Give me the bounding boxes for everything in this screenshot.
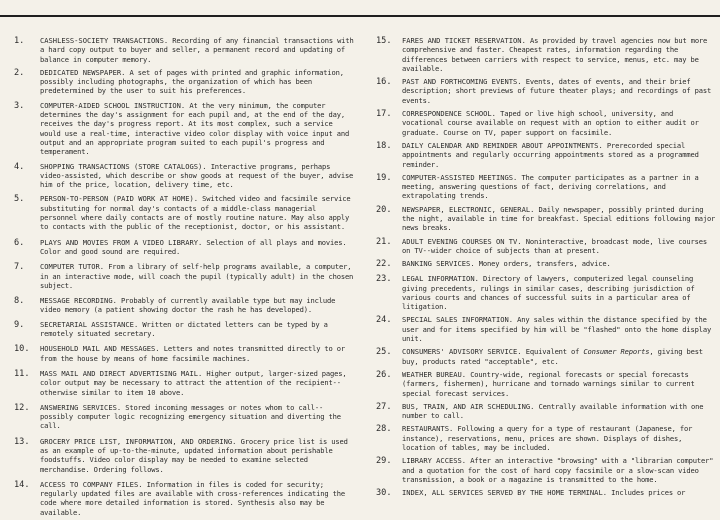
item-title: PLAYS AND MOVIES FROM A VIDEO LIBRARY. bbox=[40, 237, 203, 247]
list-item bbox=[14, 369, 354, 397]
list-item bbox=[376, 488, 716, 499]
list-item bbox=[376, 237, 716, 256]
item-description: Probably of currently available type but may include video memory (a patient showing doctor the rash he has developed). bbox=[40, 296, 336, 315]
item-number: 20. bbox=[376, 204, 392, 215]
list-item bbox=[376, 77, 716, 105]
item-title: MESSAGE RECORDING. bbox=[40, 296, 117, 306]
list-item bbox=[376, 109, 716, 137]
item-title: DEDICATED NEWSPAPER. bbox=[40, 67, 126, 77]
item-description: Information in files is coded for security; regularly updated files are available with cross-references indicating the code where more detailed information is stored. Synthesis also may be available. bbox=[40, 479, 345, 517]
item-number: 5. bbox=[14, 194, 25, 205]
item-number: 6. bbox=[14, 237, 25, 248]
list-item bbox=[14, 403, 354, 431]
item-number: 1. bbox=[14, 36, 25, 46]
list-item bbox=[376, 173, 716, 201]
right-column bbox=[376, 36, 716, 499]
item-description: From a library of self-help programs available, a computer, in an interactive mode, will coach the pupil (typically adult) in the chosen subject. bbox=[40, 262, 354, 290]
item-title: WEATHER BUREAU. bbox=[402, 369, 467, 379]
item-title: ANSWERING SERVICES. bbox=[40, 402, 122, 412]
list-item bbox=[14, 101, 354, 157]
item-description: Country-wide, regional forecasts or special forecasts (farmers, fishermen), hurricane and tornado warnings similar to current special forecast services. bbox=[402, 369, 695, 398]
item-description: Switched video and facsimile service substituting for normal day's contacts of a middle-class managerial personnel where daily contacts are of mostly routine nature. May also apply to contacts with the public of the receptionist, doctor, or his assistant. bbox=[40, 194, 351, 232]
item-title: SECRETARIAL ASSISTANCE. bbox=[40, 319, 139, 329]
item-number: 4. bbox=[14, 161, 25, 172]
item-number: 21. bbox=[376, 236, 392, 247]
item-description: Higher output, larger-sized pages, color output may be necessary to attract the attention of the recipient--otherwise similar to item 10 above. bbox=[40, 368, 347, 397]
item-number: 26. bbox=[376, 369, 392, 380]
item-title: INDEX, ALL SERVICES SERVED BY THE HOME TERMINAL. bbox=[402, 488, 607, 498]
item-number: 19. bbox=[376, 172, 392, 183]
left-column bbox=[14, 36, 354, 517]
item-title: LIBRARY ACCESS. bbox=[402, 456, 467, 466]
item-title: CORRESPONDENCE SCHOOL. bbox=[402, 109, 496, 119]
item-description: Noninteractive, broadcast mode, live courses on TV--wider choice of subjects than at present. bbox=[402, 236, 708, 255]
item-title: COMPUTER TUTOR. bbox=[40, 262, 105, 272]
item-title: ADULT EVENING COURSES ON TV. bbox=[402, 236, 522, 246]
list-item bbox=[14, 320, 354, 339]
list-item bbox=[14, 262, 354, 290]
item-number: 13. bbox=[14, 436, 30, 447]
item-number: 23. bbox=[376, 274, 392, 285]
item-description: Daily newspaper, possibly printed during the night, available in time for breakfast. Special editions following major news breaks. bbox=[402, 204, 716, 233]
item-number: 9. bbox=[14, 319, 25, 330]
list-item bbox=[14, 194, 354, 231]
item-title: ACCESS TO COMPANY FILES. bbox=[40, 479, 143, 489]
item-number: 28. bbox=[376, 424, 392, 435]
item-title: BANKING SERVICES. bbox=[402, 259, 475, 269]
publication-title: Consumer Reports bbox=[583, 347, 650, 357]
list-item bbox=[14, 36, 354, 64]
list-item bbox=[376, 424, 716, 452]
item-title: FARES AND TICKET RESERVATION. bbox=[402, 36, 526, 45]
list-item bbox=[376, 315, 716, 343]
item-description: Events, dates of events, and their brief description; short previews of future theater plays; and recordings of past events. bbox=[402, 77, 712, 105]
item-number: 22. bbox=[376, 259, 392, 270]
item-number: 7. bbox=[14, 262, 25, 273]
item-description: Taped or live high school, university, and vocational course available on request with an option to either audit or graduate. Course on TV, paper support on facsimile. bbox=[402, 109, 699, 137]
item-title: MASS MAIL AND DIRECT ADVERTISING MAIL. bbox=[40, 368, 203, 378]
item-number: 25. bbox=[376, 347, 392, 358]
list-item bbox=[14, 437, 354, 474]
item-description: Stored incoming messages or notes whom to call--possibly computer logic recognizing emergency situation and diverting the call. bbox=[40, 402, 341, 431]
item-description: As provided by travel agencies now but more comprehensive and faster. Cheapest rates, information regarding the differences between carriers with respect to service, menus, etc. may be available. bbox=[402, 36, 708, 73]
item-title: SHOPPING TRANSACTIONS (STORE CATALOGS). bbox=[40, 161, 207, 171]
list-item bbox=[376, 141, 716, 169]
item-description: Includes prices or bbox=[611, 488, 686, 498]
item-title: PAST AND FORTHCOMING EVENTS. bbox=[402, 77, 522, 87]
item-number: 24. bbox=[376, 315, 392, 326]
list-item bbox=[14, 68, 354, 96]
item-title: HOUSEHOLD MAIL AND MESSAGES. bbox=[40, 344, 160, 354]
item-title: GROCERY PRICE LIST, INFORMATION, AND ORDERING. bbox=[40, 436, 237, 446]
item-description: After an interactive "browsing" with a "librarian computer" and a quotation for the cost of hard copy facsimile or a slow-scan video transmission, a book or a magazine is transmitted to the home. bbox=[402, 456, 714, 484]
item-description: At the very minimum, the computer determines the day's assignment for each pupil and, at the end of the day, receives the day's progress report. At its most complex, such a service would use a real-time, interactive video color display with voice input and output and an appropriate program suited to each pupil's progress and temperament. bbox=[40, 100, 350, 157]
item-title: CASHLESS-SOCIETY TRANSACTIONS. bbox=[40, 36, 169, 45]
item-description: Recording of any financial transactions with a hard copy output to buyer and seller, a permanent record and updating of balance in computer memory. bbox=[40, 36, 354, 64]
item-description: Written or dictated letters can be typed by a remotely situated secretary. bbox=[40, 319, 328, 339]
item-description: Directory of lawyers, computerized legal counseling giving precedents, rulings in similar cases, describing jurisdiction of various courts and chances of successful suits in a particular area of litigation. bbox=[402, 274, 695, 312]
item-title: SPECIAL SALES INFORMATION. bbox=[402, 315, 514, 325]
list-item bbox=[14, 344, 354, 363]
item-title: CONSUMERS' ADVISORY SERVICE. bbox=[402, 347, 522, 357]
item-title: COMPUTER-AIDED SCHOOL INSTRUCTION. bbox=[40, 100, 186, 110]
item-description: Money orders, transfers, advice. bbox=[478, 259, 611, 269]
item-description: Following a query for a type of restaurant (Japanese, for instance), reservations, menu, prices are shown. Displays of dishes, location of tables, may be included. bbox=[402, 424, 693, 452]
item-number: 30. bbox=[376, 488, 392, 499]
item-number: 2. bbox=[14, 67, 25, 78]
list-item bbox=[376, 456, 716, 484]
item-description: Grocery price list is used as an example of up-to-the-minute, updated information about perishable foodstuffs. Video color display may be needed to examine selected merchandise. Ordering follows. bbox=[40, 436, 348, 474]
list-item bbox=[376, 205, 716, 233]
item-number: 18. bbox=[376, 140, 392, 151]
item-title: NEWSPAPER, ELECTRONIC, GENERAL. bbox=[402, 204, 535, 214]
item-description: A set of pages with printed and graphic information, possibly including photographs, the organization of which has been predetermined by the user to suit his preferences. bbox=[40, 67, 344, 96]
item-number: 3. bbox=[14, 100, 25, 111]
item-description: Letters and notes transmitted directly to or from the house by means of home facsimile machines. bbox=[40, 344, 346, 363]
item-description: Prerecorded special appointments and regularly occurring appointments stored as a programmed reminder. bbox=[402, 140, 699, 169]
list-item bbox=[376, 259, 716, 270]
item-number: 17. bbox=[376, 109, 392, 120]
list-item bbox=[14, 296, 354, 315]
list-item bbox=[376, 274, 716, 311]
item-description: Centrally available information with one number to call. bbox=[402, 401, 704, 421]
list-item bbox=[14, 480, 354, 517]
list-item bbox=[14, 238, 354, 257]
item-description: Any sales within the distance specified by the user and for items specified by him will be "flashed" onto the home display unit. bbox=[402, 315, 712, 344]
item-description: Selection of all plays and movies. Color and good sound are required. bbox=[40, 237, 347, 256]
item-description: Equivalent of Consumer Reports, giving best buy, products rated "acceptable", etc. bbox=[402, 347, 703, 366]
item-number: 14. bbox=[14, 479, 30, 490]
item-number: 29. bbox=[376, 456, 392, 467]
list-item bbox=[376, 347, 716, 366]
item-description: Interactive programs, perhaps video-assisted, which describe or show goods at request of the buyer, advise him of the price, location, delivery time, etc. bbox=[40, 161, 354, 190]
item-title: PERSON-TO-PERSON (PAID WORK AT HOME). bbox=[40, 194, 199, 204]
item-description: The computer participates as a partner in a meeting, answering questions of fact, deriving correlations, and extrapolating trends. bbox=[402, 172, 699, 201]
item-number: 8. bbox=[14, 296, 25, 307]
item-number: 16. bbox=[376, 77, 392, 88]
item-number: 10. bbox=[14, 344, 30, 355]
list-item bbox=[376, 36, 716, 73]
item-title: RESTAURANTS. bbox=[402, 424, 454, 434]
item-title: LEGAL INFORMATION. bbox=[402, 274, 479, 284]
item-title: COMPUTER-ASSISTED MEETINGS. bbox=[402, 172, 518, 182]
list-item bbox=[376, 402, 716, 421]
item-number: 12. bbox=[14, 402, 30, 413]
item-number: 11. bbox=[14, 368, 30, 379]
item-title: BUS, TRAIN, AND AIR SCHEDULING. bbox=[402, 401, 535, 411]
item-number: 27. bbox=[376, 401, 392, 412]
item-title: DAILY CALENDAR AND REMINDER ABOUT APPOINTMENTS. bbox=[402, 140, 603, 150]
top-rule bbox=[0, 15, 720, 17]
list-item bbox=[14, 162, 354, 190]
list-item bbox=[376, 370, 716, 398]
item-number: 15. bbox=[376, 36, 392, 46]
